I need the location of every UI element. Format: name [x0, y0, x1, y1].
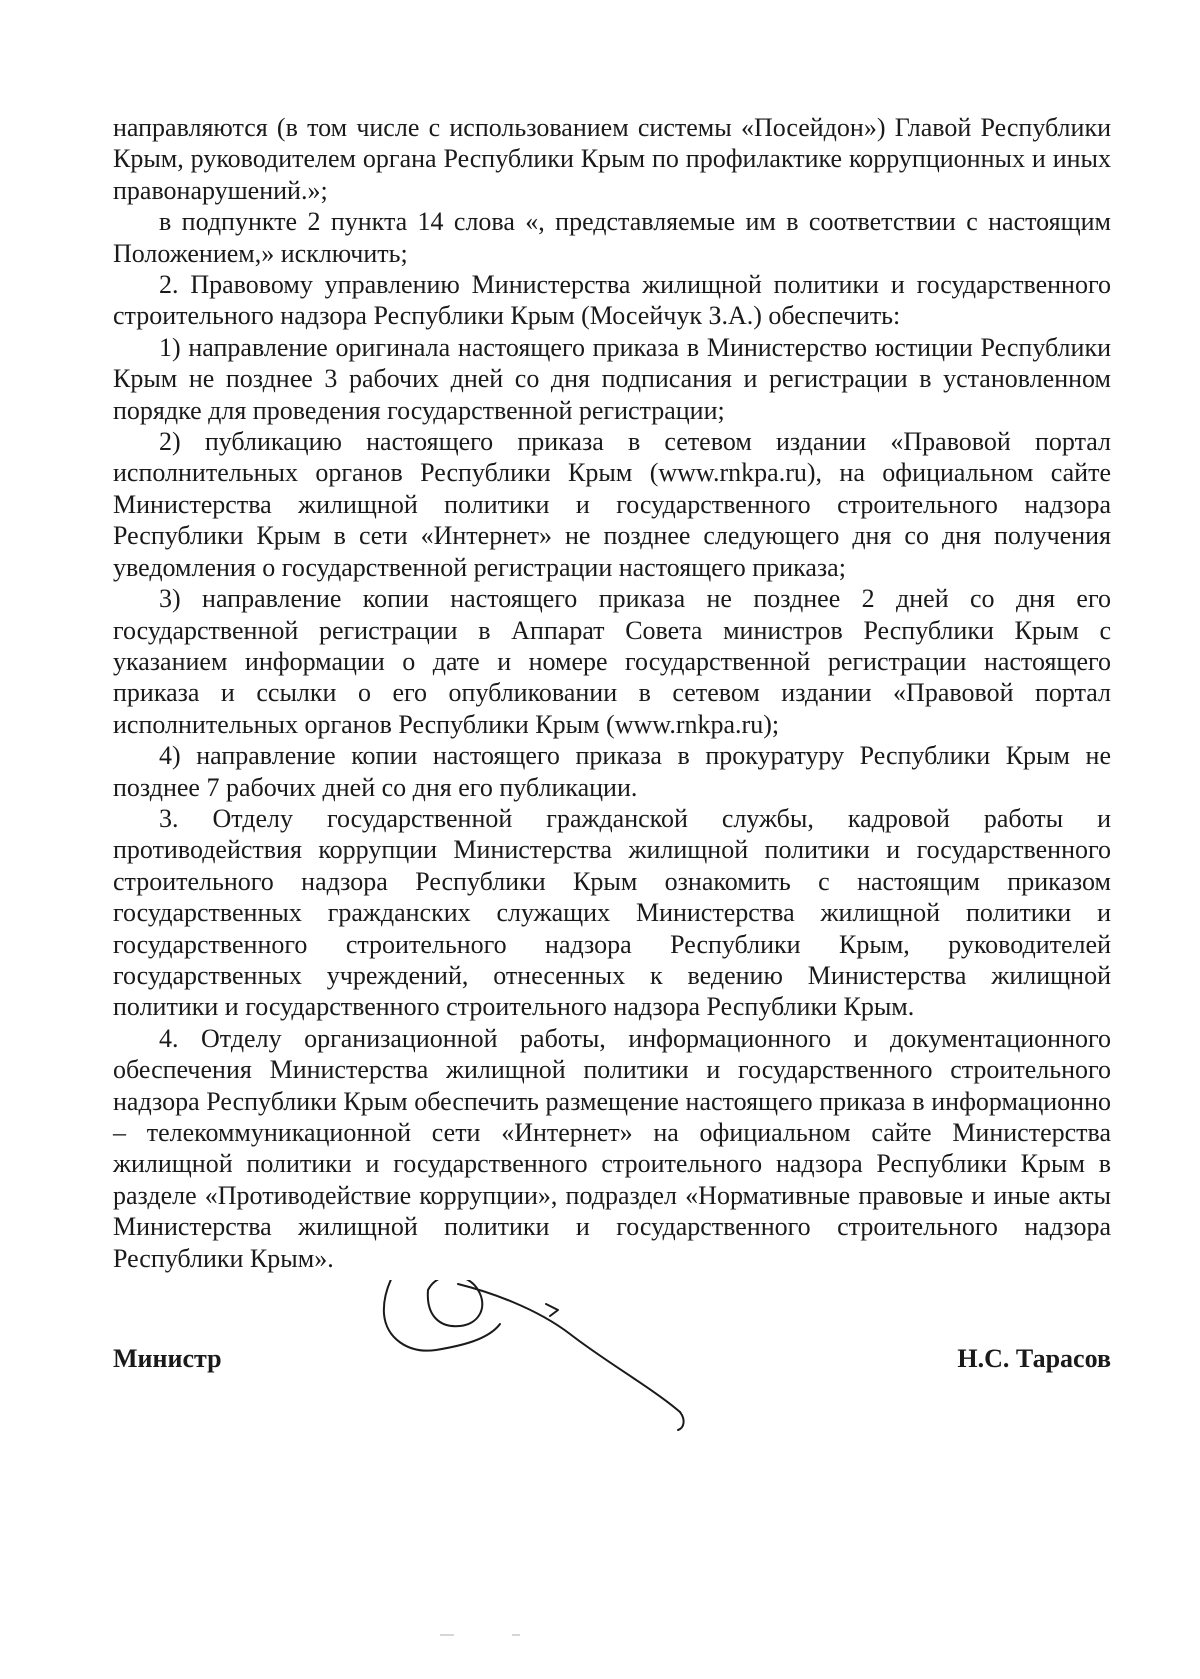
paragraph-subitem-1: 1) направление оригинала настоящего приказа в Министерство юстиции Республики Крым не позднее 3 рабочих дней со дня подписания и регистрации в установленном порядке для проведения государственной регистрации; [113, 332, 1111, 425]
scan-artifact [440, 1632, 530, 1638]
paragraph-subitem-3: 3) направление копии настоящего приказа не позднее 2 дней со дня его государственной регистрации в Аппарат Совета министров Республики Крым с указанием информации о дате и номере государственной регистрации настоящего приказа и ссылки о его опубликовании в сетевом издании «Правовой портал исполнительных органов Республики Крым (www.rnkpa.ru); [113, 584, 1111, 739]
paragraph-subitem-4: 4) направление копии настоящего приказа в прокуратуру Республики Крым не позднее 7 рабочих дней со дня его публикации. [113, 741, 1111, 802]
paragraph-item-4: 4. Отделу организационной работы, информационного и документационного обеспечения Министерства жилищной политики и государственного строительного надзора Республики Крым обеспечить размещение настоящего приказа в информационно – телекоммуникационной сети «Интернет» на официальном сайте Министерства жилищной политики и государственного строительного надзора Республики Крым в разделе «Противодействие коррупции», подраздел «Нормативные правовые и иные акты Министерства жилищной политики и государственного строительного надзора Республики Крым». [113, 1023, 1111, 1273]
paragraph-item-3: 3. Отделу государственной гражданской службы, кадровой работы и противодействия коррупции Министерства жилищной политики и государственного строительного надзора Республики Крым ознакомить с настоящим приказом государственных гражданских служащих Министерства жилищной политики и государственного строительного надзора Республики Крым, руководителей государственных учреждений, отнесенных к ведению Министерства жилищной политики и государственного строительного надзора Республики Крым. [113, 803, 1111, 1022]
signatory-position: Министр [113, 1344, 222, 1373]
document-body [113, 112, 1111, 1274]
paragraph-subpoint-14: в подпункте 2 пункта 14 слова «, представляемые им в соответствии с настоящим Положением,» исключить; [113, 207, 1111, 268]
paragraph-continuation: направляются (в том числе с использованием системы «Посейдон») Главой Республики Крым, руководителем органа Республики Крым по профилактике коррупционных и иных правонарушений.»; [113, 113, 1111, 205]
handwritten-signature [300, 1280, 740, 1480]
paragraph-item-2: 2. Правовому управлению Министерства жилищной политики и государственного строительного надзора Республики Крым (Мосейчук З.А.) обеспечить: [113, 270, 1111, 331]
signatory-name: Н.С. Тарасов [957, 1344, 1111, 1373]
paragraph-subitem-2: 2) публикацию настоящего приказа в сетевом издании «Правовой портал исполнительных органов Республики Крым (www.rnkpa.ru), на официальном сайте Министерства жилищной политики и государственного строительного надзора Республики Крым в сети «Интернет» не позднее следующего дня со дня получения уведомления о государственной регистрации настоящего приказа; [113, 427, 1111, 582]
